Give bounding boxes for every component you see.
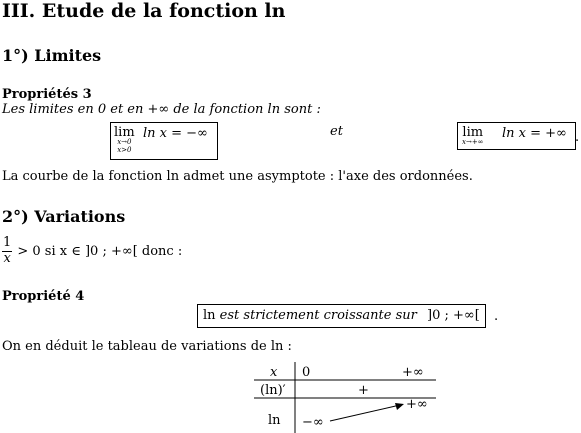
lim-symbol: lim (114, 125, 135, 140)
property-4-title: Propriété 4 (2, 289, 85, 304)
limits-statement: Les limites en 0 et en +∞ de la fonction ln sont : (2, 102, 321, 117)
limit-inf-sub: x→+∞ (462, 138, 484, 146)
table-x-start: 0 (302, 365, 311, 380)
table-function-end: +∞ (406, 397, 428, 412)
monotonic-dot: . (494, 309, 499, 324)
table-derivative-sign: + (358, 383, 369, 398)
lim-symbol: lim (462, 125, 484, 140)
boxed-statement: est strictement croissante sur (219, 308, 417, 323)
variation-arrowhead (395, 403, 404, 410)
asymptote-conclusion: La courbe de la fonction ln admet une asymptote : l'axe des ordonnées. (2, 169, 473, 184)
limit-zero-sub1: x→0 (117, 138, 132, 146)
boxed-ln: ln (203, 308, 216, 323)
connector-et: et (330, 124, 343, 139)
table-function-label: ln (268, 413, 281, 428)
limit-zero-expression: ln x = −∞ (143, 126, 208, 141)
fraction-denominator: x (3, 250, 11, 266)
fraction-numerator: 1 (3, 235, 12, 250)
table-intro: On en déduit le tableau de variations de ln : (2, 339, 292, 354)
limits-heading: 1°) Limites (2, 46, 102, 65)
limit-inf-expression: ln x = +∞ (502, 126, 567, 141)
table-derivative-label: (ln)′ (260, 383, 286, 398)
table-function-start: −∞ (302, 415, 324, 430)
section-title-text: Etude de la fonction ln (41, 0, 286, 22)
limit-inf-dot: . (575, 130, 580, 145)
positivity-condition: > 0 si x ∈ ]0 ; +∞[ donc : (17, 243, 183, 259)
table-x-label: x (270, 365, 278, 380)
limit-zero-sub2: x>0 (117, 145, 132, 154)
boxed-interval: ]0 ; +∞[ (427, 308, 480, 323)
variation-arrow-line (330, 405, 400, 421)
property-3-title: Propriétés 3 (2, 87, 92, 102)
section-number: III. (2, 0, 36, 22)
table-x-end: +∞ (402, 365, 424, 380)
variations-heading: 2°) Variations (2, 207, 126, 226)
